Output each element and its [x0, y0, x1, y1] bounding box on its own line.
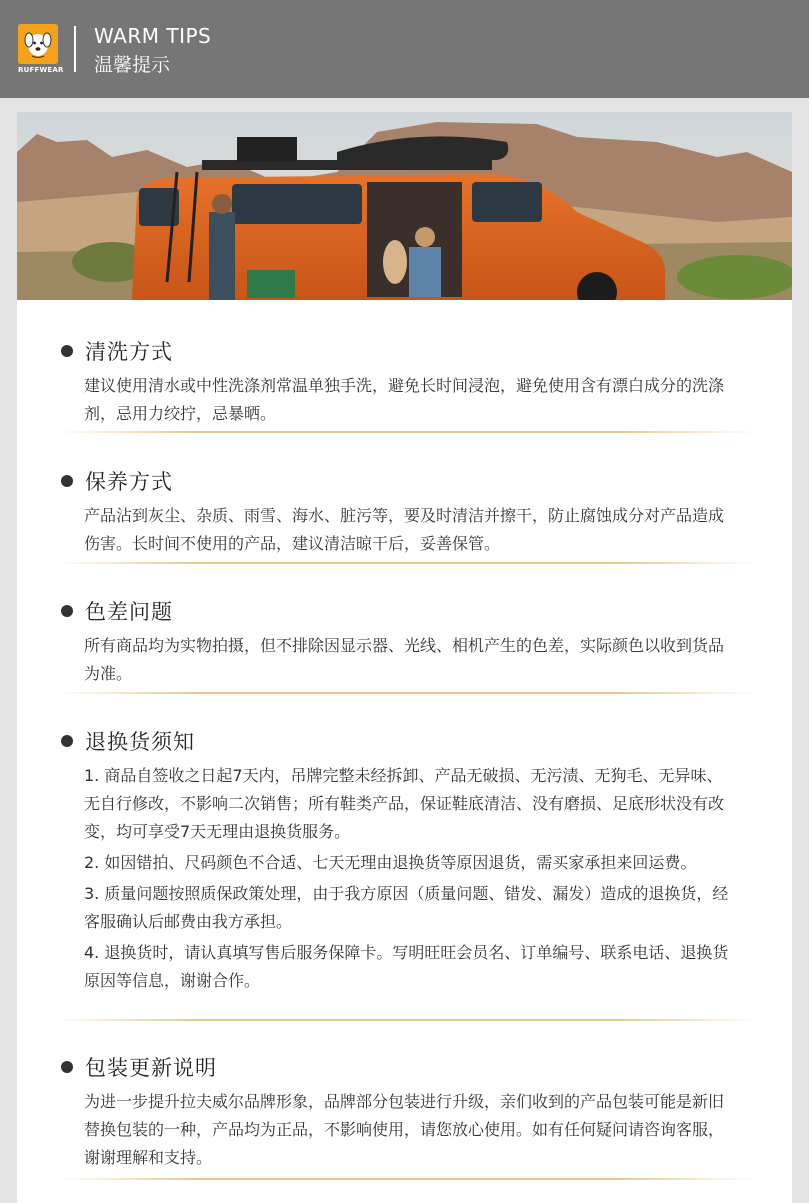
paragraph: 建议使用清水或中性洗涤剂常温单独手洗，避免长时间浸泡，避免使用含有漂白成分的洗涤剂，忌用力绞拧，忌暴晒。	[84, 376, 725, 423]
section-title	[61, 596, 173, 626]
bullet-icon	[61, 605, 73, 617]
paragraph: 4. 退换货时，请认真填写售后服务保障卡。写明旺旺会员名、订单编号、联系电话、退换货原因等信息，谢谢合作。	[84, 943, 729, 990]
section-heading: 保养方式	[85, 470, 173, 494]
paragraph: 产品沾到灰尘、杂质、雨雪、海水、脏污等，要及时清洁并擦干，防止腐蚀成分对产品造成伤害。长时间不使用的产品，建议清洁晾干后，妥善保管。	[84, 506, 725, 553]
section-body	[84, 762, 734, 998]
section-divider	[57, 692, 757, 694]
brand-logo	[18, 24, 64, 74]
paragraph: 1. 商品自签收之日起7天内，吊牌完整未经拆卸、产品无破损、无污渍、无狗毛、无异味、无自行修改，不影响二次销售；所有鞋类产品，保证鞋底清洁、没有磨损、足底形状没有改变，均可享受7天无理由退换货服务。	[84, 766, 725, 841]
hero-image	[17, 112, 792, 300]
content-card	[17, 112, 792, 1203]
header-title-en: WARM TIPS	[94, 24, 212, 48]
paragraph: 2. 如因错拍、尺码颜色不合适、七天无理由退换货等原因退货，需买家承担来回运费。	[84, 853, 697, 872]
section-heading: 包装更新说明	[85, 1056, 217, 1080]
header-divider	[74, 26, 76, 72]
section-divider	[57, 1178, 757, 1180]
section-title	[61, 1052, 217, 1082]
bullet-icon	[61, 735, 73, 747]
section-body	[84, 632, 734, 691]
brand-name: RUFFWEAR	[18, 66, 64, 74]
paragraph: 3. 质量问题按照质保政策处理，由于我方原因（质量问题、错发、漏发）造成的退换货，经客服确认后邮费由我方承担。	[84, 884, 729, 931]
header-bar	[0, 0, 809, 98]
section-title	[61, 336, 173, 366]
section-divider	[57, 562, 757, 564]
paragraph: 为进一步提升拉夫威尔品牌形象，品牌部分包装进行升级，亲们收到的产品包装可能是新旧替换包装的一种，产品均为正品，不影响使用，请您放心使用。如有任何疑问请咨询客服，谢谢理解和支持。	[84, 1092, 725, 1167]
section-heading: 退换货须知	[85, 730, 195, 754]
section-divider	[57, 431, 757, 433]
paragraph: 所有商品均为实物拍摄，但不排除因显示器、光线、相机产生的色差，实际颜色以收到货品为准。	[84, 636, 725, 683]
section-body	[84, 372, 734, 431]
section-heading: 色差问题	[85, 600, 173, 624]
section-title	[61, 466, 173, 496]
bullet-icon	[61, 345, 73, 357]
section-heading: 清洗方式	[85, 340, 173, 364]
bullet-icon	[61, 1061, 73, 1073]
section-title	[61, 726, 195, 756]
section-body	[84, 1088, 734, 1175]
section-body	[84, 502, 734, 561]
dog-logo-icon	[18, 24, 58, 64]
bullet-icon	[61, 475, 73, 487]
header-title-cn: 温馨提示	[94, 54, 171, 76]
section-divider	[57, 1019, 757, 1021]
